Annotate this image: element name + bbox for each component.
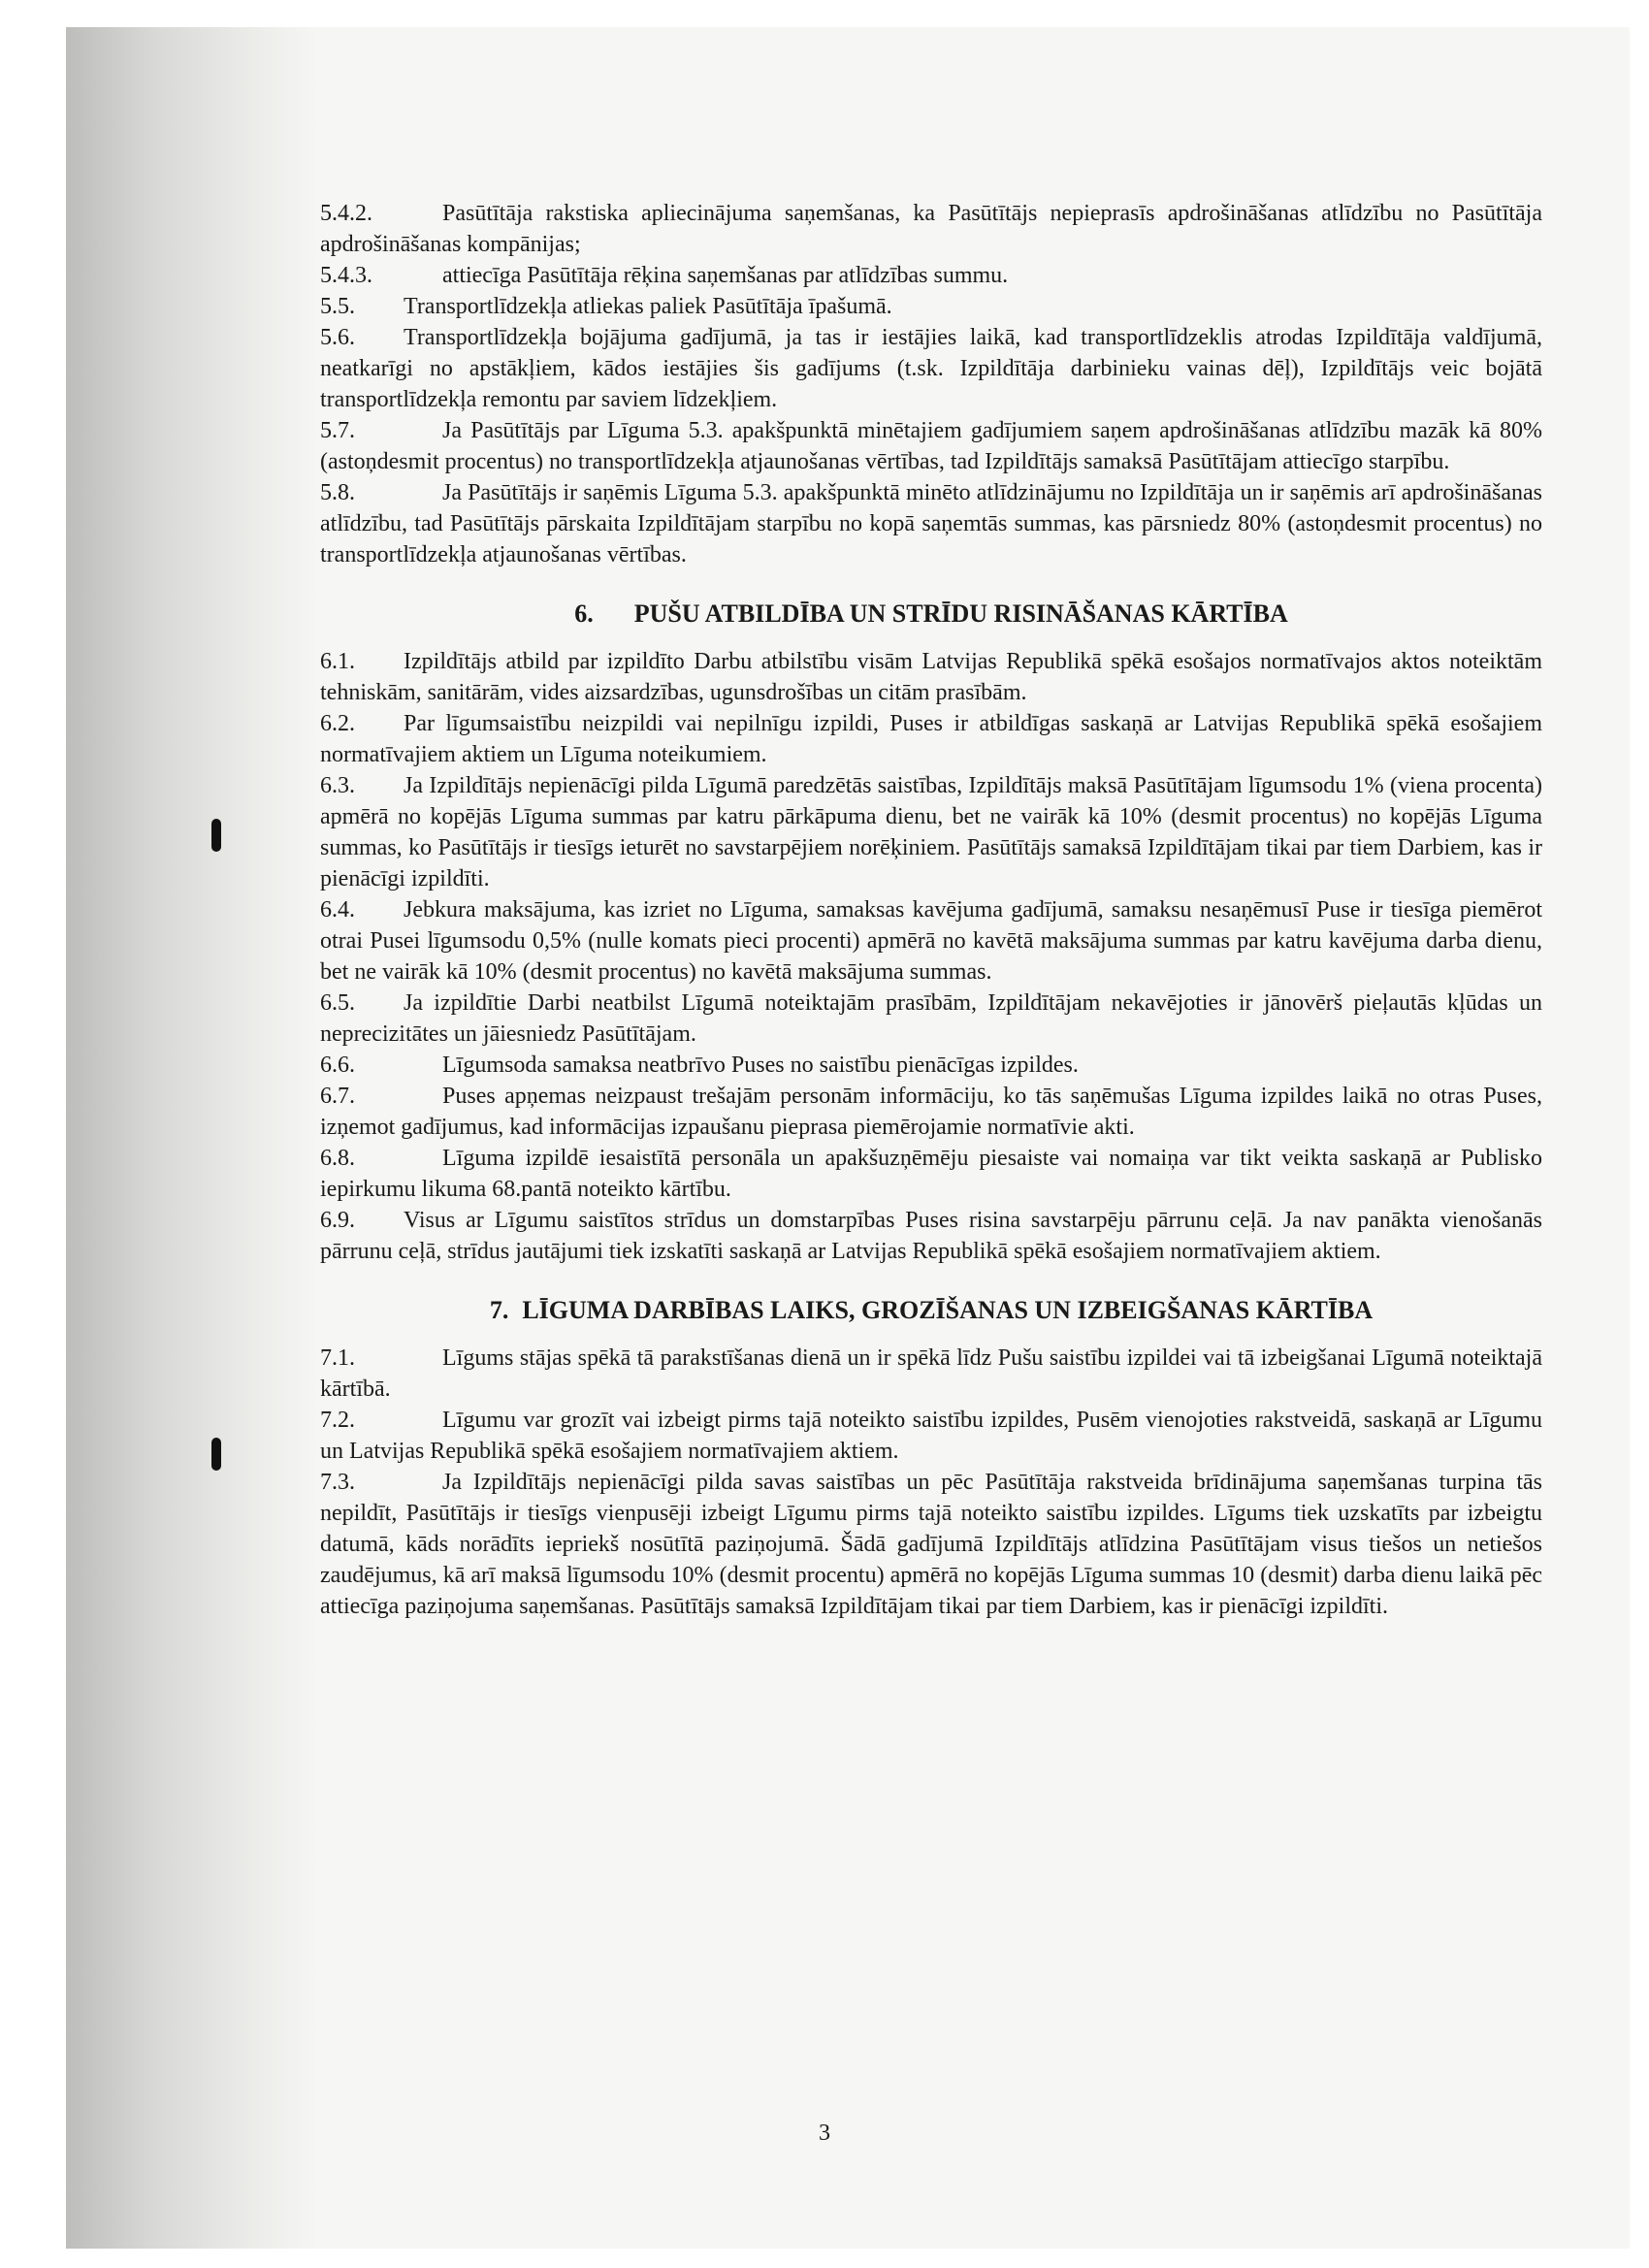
clause-number: 6.2. (320, 711, 355, 736)
clause-number: 6.5. (320, 990, 355, 1016)
clause-text: Ja Izpildītājs nepienācīgi pilda savas saistības un pēc Pasūtītāja rakstveida brīdinājuma saņemšanas turpina tās nepildīt, Pasūtītājs ir tiesīgs vienpusēji izbeigt Līgumu pirms tajā noteikto saistību izpildes. Līgums tiek uzskatīts par izbeigtu datumā, kāds norādīts iepriekš nosūtītā paziņojumā. Šādā gadījumā Izpildītājs atlīdzina Pasūtītājam visus tiešos un netiešos zaudējumus, kā arī maksā līgumsodu 10% (desmit procentu) apmērā no kopējās Līguma summas 10 (desmit) darba dienu laikā pēc attiecīga paziņojuma saņemšanas. Pasūtītājs samaksā Izpildītājam tikai par tiem Darbiem, kas ir pienācīgi izpildīti. (320, 1470, 1542, 1619)
section-number: 6. (574, 599, 594, 628)
page-number: 3 (819, 2121, 830, 2146)
clause-number: 6.8. (320, 1146, 355, 1171)
clause-6-2 (320, 708, 1542, 770)
clause-5-8 (320, 477, 1542, 570)
clause-number: 6.7. (320, 1084, 355, 1109)
clause-number: 6.4. (320, 897, 355, 923)
clause-text: Visus ar Līgumu saistītos strīdus un domstarpības Puses risina savstarpēju pārrunu ceļā. Ja nav panākta vienošanās pārrunu ceļā, strīdus jautājumi tiek izskatīti saskaņā ar Latvijas Republikā spēkā esošajiem normatīvajiem aktiem. (320, 1208, 1542, 1264)
clause-number: 6.6. (320, 1053, 355, 1078)
clause-7-2 (320, 1405, 1542, 1467)
clause-7-3 (320, 1467, 1542, 1622)
clause-6-9 (320, 1205, 1542, 1267)
clause-text: Līguma izpildē iesaistītā personāla un apakšuzņēmēju piesaiste vai nomaiņa var tikt veikta saskaņā ar Publisko iepirkumu likuma 68.pantā noteikto kārtību. (320, 1146, 1542, 1202)
clause-number: 6.9. (320, 1208, 355, 1233)
clause-text: Līgumsoda samaksa neatbrīvo Puses no saistību pienācīgas izpildes. (442, 1053, 1079, 1078)
section-6-heading (320, 598, 1542, 631)
section-5-continuation (320, 198, 1542, 570)
clause-6-5 (320, 988, 1542, 1050)
clause-5-6 (320, 322, 1542, 415)
clause-text: Ja izpildītie Darbi neatbilst Līgumā noteiktajām prasībām, Izpildītājam nekavējoties ir jānovērš pieļautās kļūdas un neprecizitātes un jāiesniedz Pasūtītājam. (320, 990, 1542, 1047)
clause-number: 6.3. (320, 773, 355, 798)
clause-text: Transportlīdzekļa bojājuma gadījumā, ja tas ir iestājies laikā, kad transportlīdzeklis atrodas Izpildītāja valdījumā, neatkarīgi no apstākļiem, kādos iestājies šis gadījums (t.sk. Izpildītāja darbinieku vainas dēļ), Izpildītājs veic bojātā transportlīdzekļa remontu par saviem līdzekļiem. (320, 325, 1542, 412)
section-7-clauses (320, 1343, 1542, 1622)
section-number: 7. (489, 1296, 509, 1324)
clause-text: Līgumu var grozīt vai izbeigt pirms tajā noteikto saistību izpildes, Pusēm vienojoties rakstveidā, saskaņā ar Līgumu un Latvijas Republikā spēkā esošajiem normatīvajiem aktiem. (320, 1408, 1542, 1464)
punch-hole-mark (211, 819, 221, 852)
clause-number: 5.7. (320, 418, 355, 443)
clause-number: 7.3. (320, 1470, 355, 1495)
clause-text: Līgums stājas spēkā tā parakstīšanas dienā un ir spēkā līdz Pušu saistību izpildei vai tā izbeigšanai Līgumā noteiktajā kārtībā. (320, 1345, 1542, 1402)
clause-text: Transportlīdzekļa atliekas paliek Pasūtītāja īpašumā. (404, 294, 892, 319)
clause-text: Ja Pasūtītājs par Līguma 5.3. apakšpunktā minētajiem gadījumiem saņem apdrošināšanas atlīdzību mazāk kā 80% (astoņdesmit procentus) no transportlīdzekļa atjaunošanas vērtības, tad Izpildītājs samaksā Pasūtītājam attiecīgo starpību. (320, 418, 1542, 474)
clause-7-1 (320, 1343, 1542, 1405)
clause-number: 7.2. (320, 1408, 355, 1433)
clause-5-4-3 (320, 260, 1542, 291)
clause-5-7 (320, 415, 1542, 477)
clause-text: attiecīga Pasūtītāja rēķina saņemšanas par atlīdzības summu. (442, 263, 1009, 288)
clause-6-8 (320, 1143, 1542, 1205)
clause-6-6 (320, 1050, 1542, 1081)
section-7-heading (320, 1294, 1542, 1327)
clause-number: 7.1. (320, 1345, 355, 1371)
section-title: PUŠU ATBILDĪBA UN STRĪDU RISINĀŠANAS KĀRTĪBA (633, 599, 1288, 628)
document-body (320, 198, 1542, 1622)
clause-text: Par līgumsaistību neizpildi vai nepilnīgu izpildi, Puses ir atbildīgas saskaņā ar Latvijas Republikā spēkā esošajiem normatīvajiem aktiem un Līguma noteikumiem. (320, 711, 1542, 767)
clause-number: 5.5. (320, 294, 355, 319)
clause-text: Jebkura maksājuma, kas izriet no Līguma, samaksas kavējuma gadījumā, samaksu nesaņēmusī Puse ir tiesīga piemērot otrai Pusei līgumsodu 0,5% (nulle komats pieci procenti) apmērā no kavētā maksājuma summas par katru kavējuma darba dienu, bet ne vairāk kā 10% (desmit procentus) no kavētā maksājuma summas. (320, 897, 1542, 985)
clause-5-4-2 (320, 198, 1542, 260)
clause-number: 6.1. (320, 649, 355, 674)
clause-text: Izpildītājs atbild par izpildīto Darbu atbilstību visām Latvijas Republikā spēkā esošajos normatīvajos aktos noteiktām tehniskām, sanitārām, vides aizsardzības, ugunsdrošības un citām prasībām. (320, 649, 1542, 705)
clause-text: Ja Izpildītājs nepienācīgi pilda Līgumā paredzētās saistības, Izpildītājs maksā Pasūtītājam līgumsodu 1% (viena procenta) apmērā no kopējās Līguma summas par katru pārkāpuma dienu, bet ne vairāk kā 10% (desmit procentus) no kopējās Līguma summas, ko Pasūtītājs ir tiesīgs ieturēt no savstarpējiem norēķiniem. Pasūtītājs samaksā Izpildītājam tikai par tiem Darbiem, kas ir pienācīgi izpildīti. (320, 773, 1542, 891)
clause-text: Ja Pasūtītājs ir saņēmis Līguma 5.3. apakšpunktā minēto atlīdzinājumu no Izpildītāja un ir saņēmis arī apdrošināšanas atlīdzību, tad Pasūtītājs pārskaita Izpildītājam starpību no kopā saņemtās summas, kas pārsniedz 80% (astoņdesmit procentus) no transportlīdzekļa atjaunošanas vērtības. (320, 480, 1542, 567)
clause-text: Pasūtītāja rakstiska apliecinājuma saņemšanas, ka Pasūtītājs nepieprasīs apdrošināšanas atlīdzību no Pasūtītāja apdrošināšanas kompānijas; (320, 201, 1542, 257)
clause-text: Puses apņemas neizpaust trešajām personām informāciju, ko tās saņēmušas Līguma izpildes laikā no otras Puses, izņemot gadījumus, kad informācijas izpaušanu pieprasa piemērojamie normatīvie akti. (320, 1084, 1542, 1140)
clause-number: 5.8. (320, 480, 355, 505)
clause-5-5 (320, 291, 1542, 322)
clause-6-1 (320, 646, 1542, 708)
section-6-clauses (320, 646, 1542, 1267)
clause-number: 5.4.3. (320, 263, 372, 288)
punch-hole-mark (211, 1438, 221, 1471)
clause-6-4 (320, 894, 1542, 988)
clause-number: 5.4.2. (320, 201, 372, 226)
section-title: LĪGUMA DARBĪBAS LAIKS, GROZĪŠANAS UN IZBEIGŠANAS KĀRTĪBA (522, 1296, 1374, 1324)
clause-number: 5.6. (320, 325, 355, 350)
clause-6-7 (320, 1081, 1542, 1143)
clause-6-3 (320, 770, 1542, 894)
binding-shadow (66, 27, 318, 2249)
